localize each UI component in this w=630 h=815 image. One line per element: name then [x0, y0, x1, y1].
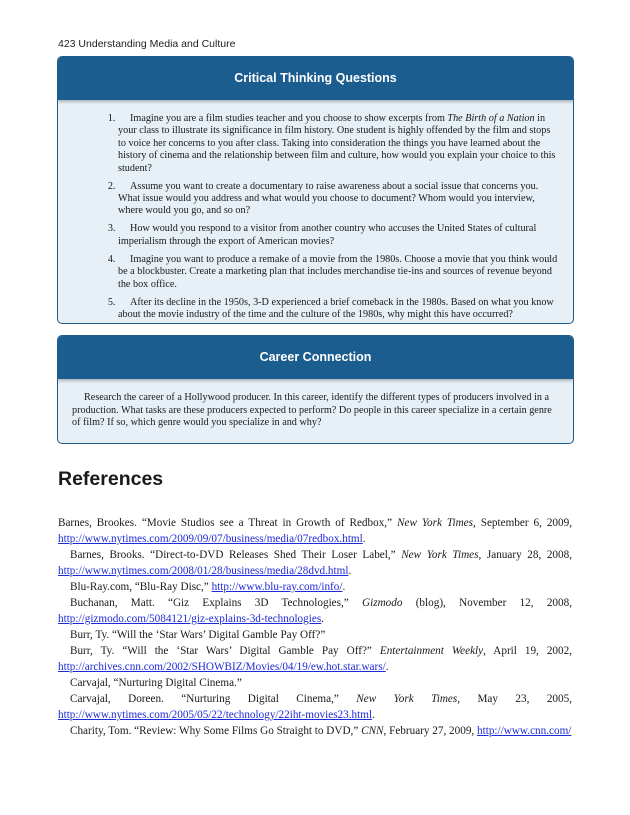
question-text: How would you respond to a visitor from another country who accuses the United States of cultural imperialism through the export of American movies?	[118, 223, 537, 247]
question-item	[118, 223, 559, 248]
reference-link[interactable]: http://www.blu-ray.com/info/	[211, 581, 343, 593]
reference-entry	[58, 627, 572, 643]
reference-detail: , January 28, 2008,	[478, 549, 572, 561]
question-item	[118, 254, 559, 291]
reference-entry	[58, 547, 572, 579]
reference-source: Gizmodo	[362, 597, 403, 609]
reference-source: Entertainment Weekly	[379, 645, 484, 657]
reference-text: Blu-Ray.com, “Blu-Ray Disc,”	[70, 581, 212, 593]
references-list	[58, 515, 572, 739]
question-text: Imagine you want to produce a remake of a movie from the 1980s. Choose a movie that you think would be a blockbuster. Create a marketing plan that includes merchandise tie-ins and sources of revenue beyond the box office.	[118, 253, 558, 290]
references-heading: References	[58, 468, 164, 490]
reference-text: Charity, Tom. “Review: Why Some Films Go Straight to DVD,”	[70, 725, 362, 737]
reference-end: .	[385, 661, 389, 673]
reference-source: New York Times	[401, 549, 479, 561]
reference-end: .	[348, 565, 352, 577]
reference-end: .	[362, 533, 366, 545]
question-item	[118, 113, 559, 175]
career-connection-text: Research the career of a Hollywood producer. In this career, identify the different types of producers involved in a production. What tasks are these producers expected to perform? Do people in this career specialize in a certain genre of film? If so, which genre would you specialize in and why?	[72, 392, 552, 429]
critical-thinking-box	[57, 56, 574, 324]
reference-source: CNN	[361, 725, 384, 737]
reference-detail: , April 19, 2002,	[483, 645, 573, 657]
reference-entry	[58, 723, 572, 739]
question-item	[118, 181, 559, 218]
reference-entry	[58, 595, 572, 627]
reference-text: Barnes, Brookes. “Movie Studios see a Threat in Growth of Redbox,”	[58, 517, 398, 529]
running-head: 423 Understanding Media and Culture	[58, 38, 236, 50]
reference-entry	[58, 691, 572, 723]
reference-end: .	[342, 581, 346, 593]
reference-detail: , May 23, 2005,	[457, 693, 572, 705]
reference-entry	[58, 515, 572, 547]
question-text: Assume you want to create a documentary to raise awareness about a social issue that concerns you. What issue would you address and what would you choose to document? Whom would you interview, where would you go, and so on?	[118, 180, 539, 217]
reference-text: Barnes, Brooks. “Direct-to-DVD Releases Shed Their Loser Label,”	[70, 549, 402, 561]
career-connection-title: Career Connection	[58, 336, 573, 379]
reference-end: .	[321, 613, 324, 625]
reference-source: New York Times	[356, 693, 458, 705]
career-connection-body	[58, 379, 573, 430]
reference-entry	[58, 643, 572, 675]
question-text: Imagine you are a film studies teacher and you choose to show excerpts from	[130, 113, 448, 124]
question-item	[118, 297, 559, 322]
critical-thinking-list	[58, 100, 573, 321]
film-title: The Birth of a Nation	[447, 113, 535, 124]
question-text: After its decline in the 1950s, 3-D experienced a brief comeback in the 1980s. Based on what you know about the movie industry of the time and the culture of the 1980s, why might this have occurred?	[118, 296, 554, 321]
reference-end: .	[372, 709, 375, 721]
reference-link[interactable]: http://www.nytimes.com/2005/05/22/technology/22iht-movies23.html	[58, 709, 373, 721]
reference-detail: , September 6, 2009,	[473, 517, 573, 529]
reference-source: New York Times	[397, 517, 473, 529]
reference-detail: (blog), November 12, 2008,	[402, 597, 573, 609]
reference-text: Burr, Ty. “Will the ‘Star Wars’ Digital Gamble Pay Off?”	[70, 629, 326, 641]
reference-text: Buchanan, Matt. “Giz Explains 3D Technologies,”	[70, 597, 363, 609]
reference-text: Burr, Ty. “Will the ‘Star Wars’ Digital Gamble Pay Off?”	[70, 645, 380, 657]
reference-text: Carvajal, “Nurturing Digital Cinema.”	[70, 677, 242, 689]
reference-detail: , February 27, 2009,	[383, 725, 478, 737]
reference-link[interactable]: http://www.cnn.com/	[477, 725, 572, 737]
reference-link[interactable]: http://www.nytimes.com/2008/01/28/business/media/28dvd.html	[58, 565, 349, 577]
reference-entry	[58, 579, 572, 595]
career-connection-box	[57, 335, 574, 444]
reference-text: Carvajal, Doreen. “Nurturing Digital Cinema,”	[70, 693, 357, 705]
reference-link[interactable]: http://www.nytimes.com/2009/09/07/business/media/07redbox.html	[58, 533, 363, 545]
reference-link[interactable]: http://archives.cnn.com/2002/SHOWBIZ/Movies/04/19/ew.hot.star.wars/	[58, 661, 386, 673]
critical-thinking-title: Critical Thinking Questions	[58, 57, 573, 100]
reference-link[interactable]: http://gizmodo.com/5084121/giz-explains-3d-technologies	[58, 613, 322, 625]
question-text-continued: in your class to illustrate its significance in film history. One student is highly offended by the film and stops to voice her concerns to you after class. Taking into consideration the things you have learned about the history of cinema and the relationship between film and culture, how would you explain your choice to this student?	[118, 113, 556, 174]
reference-entry	[58, 675, 572, 691]
